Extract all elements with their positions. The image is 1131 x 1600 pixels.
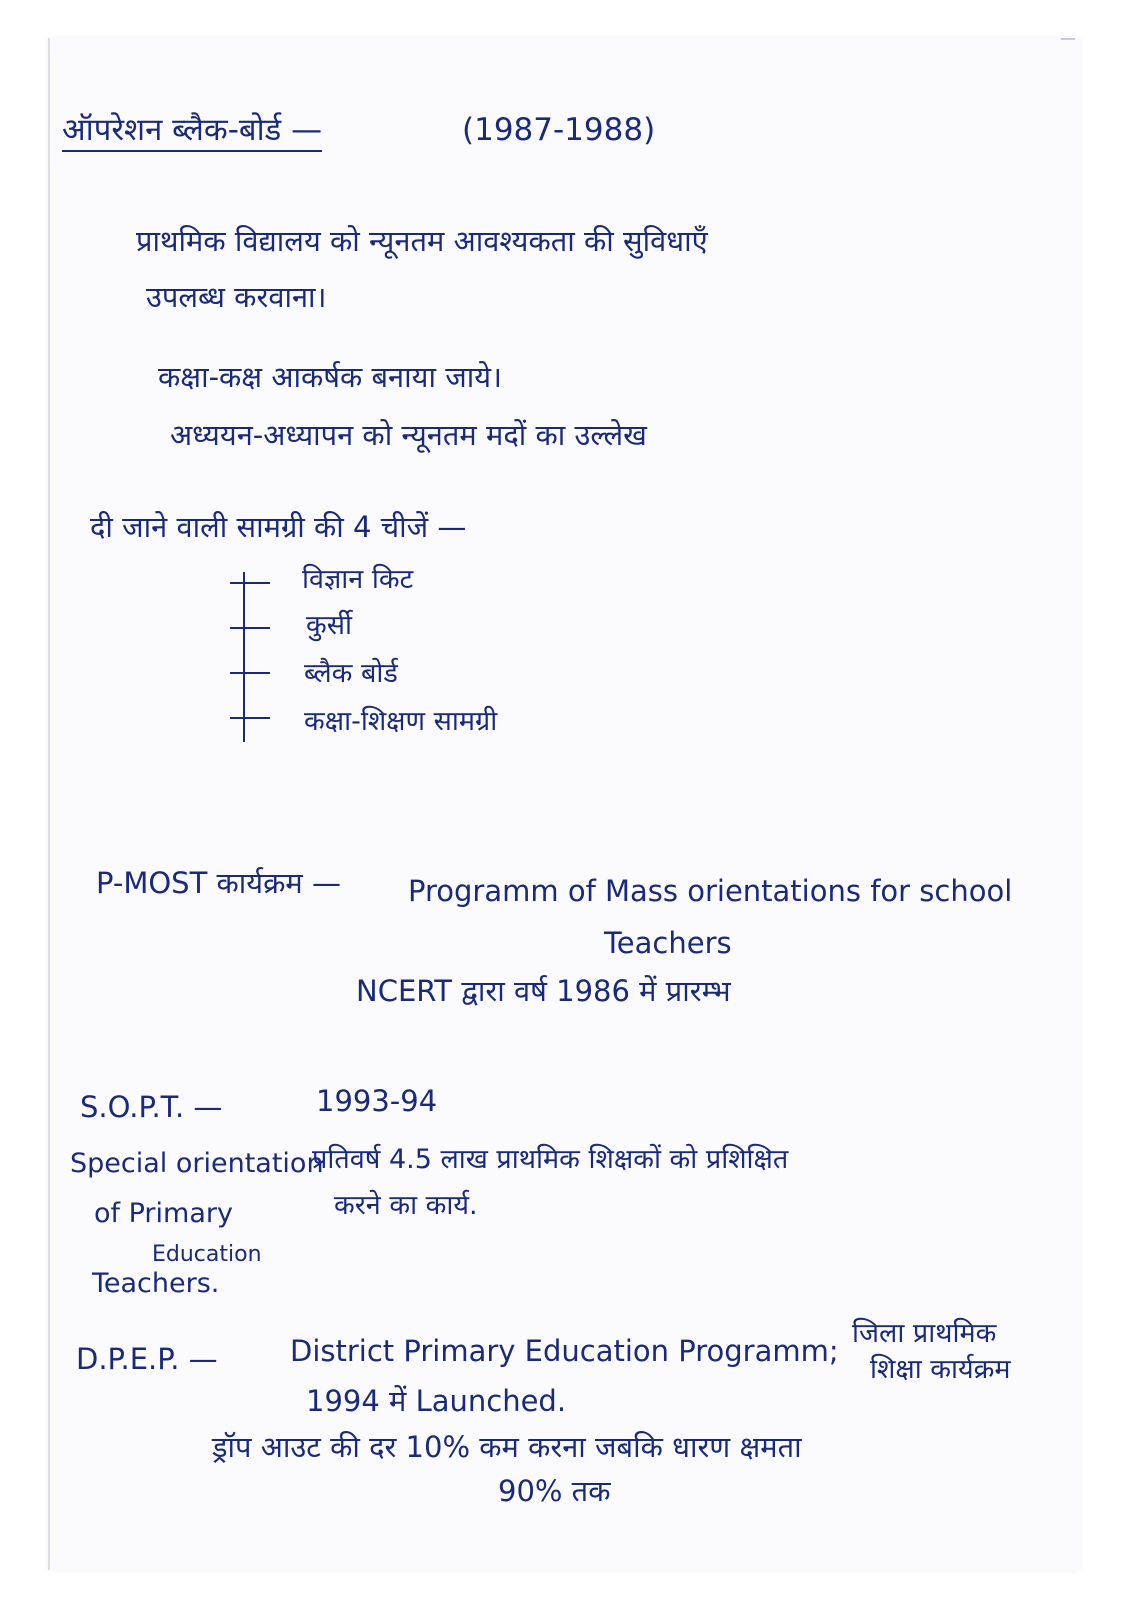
dpep-retention: 90% तक [498, 1474, 611, 1508]
dpep-dropout: ड्रॉप आउट की दर 10% कम करना जबकि धारण क्षमता [212, 1430, 802, 1464]
ob-line-2: उपलब्ध करवाना। [146, 280, 327, 314]
dpep-label: D.P.E.P. — [76, 1342, 218, 1376]
dpep-hindi-1: जिला प्राथमिक [852, 1318, 997, 1349]
operation-blackboard-years: (1987-1988) [462, 112, 656, 148]
list-item: ब्लैक बोर्ड [304, 658, 398, 689]
ob-list-heading: दी जाने वाली सामग्री की 4 चीजें — [90, 510, 467, 544]
sopt-hindi-1: प्रतिवर्ष 4.5 लाख प्राथमिक शिक्षकों को प्रशिक्षित [312, 1144, 789, 1175]
list-branch [230, 717, 270, 719]
pmost-note: NCERT द्वारा वर्ष 1986 में प्रारम्भ [356, 974, 731, 1008]
sopt-years: 1993-94 [316, 1084, 438, 1118]
list-item: कक्षा-शिक्षण सामग्री [304, 706, 498, 737]
sopt-expansion-1: Special orientation [70, 1148, 324, 1179]
list-item: कुर्सी [306, 610, 352, 641]
list-branch [230, 627, 270, 629]
dpep-hindi-2: शिक्षा कार्यक्रम [870, 1354, 1011, 1385]
list-item: विज्ञान किट [302, 564, 414, 595]
sopt-label: S.O.P.T. — [80, 1090, 223, 1124]
sopt-expansion-3: Education [152, 1242, 262, 1267]
sopt-expansion-2: of Primary [94, 1198, 233, 1229]
ob-line-1: प्राथमिक विद्यालय को न्यूनतम आवश्यकता की सुविधाएँ [136, 224, 708, 258]
list-branch [230, 672, 270, 674]
operation-blackboard-heading: ऑपरेशन ब्लैक-बोर्ड — [62, 112, 322, 152]
ob-line-4: अध्ययन-अध्यापन को न्यूनतम मदों का उल्लेख [170, 418, 647, 452]
operation-blackboard-title [62, 112, 322, 149]
ob-line-3: कक्षा-कक्ष आकर्षक बनाया जाये। [158, 360, 503, 394]
sopt-expansion-4: Teachers. [92, 1268, 220, 1299]
pmost-expansion: Programm of Mass orientations for school [408, 874, 1013, 908]
dpep-launched: 1994 में Launched. [306, 1384, 567, 1418]
dpep-expansion: District Primary Education Programm; [290, 1334, 839, 1368]
sopt-hindi-2: करने का कार्य. [334, 1190, 478, 1221]
pmost-label: P-MOST कार्यक्रम — [96, 866, 341, 900]
pmost-expansion-cont: Teachers [604, 926, 732, 960]
page-corner-mark [1061, 38, 1075, 54]
list-branch [230, 582, 270, 584]
